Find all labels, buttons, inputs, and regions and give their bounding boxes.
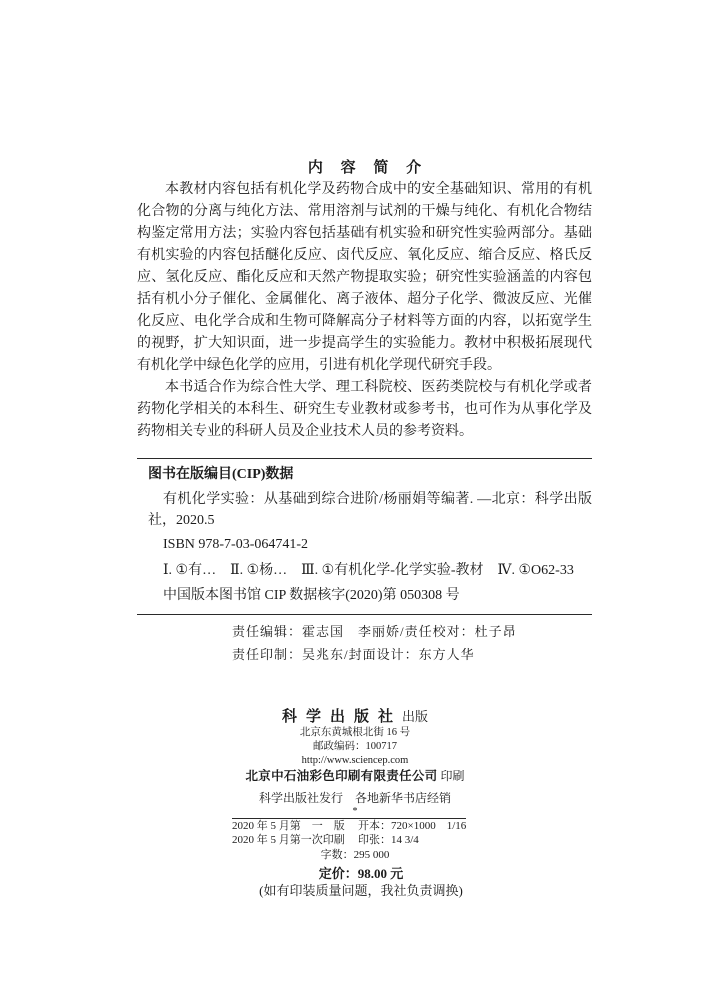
imprint-notice: (如有印装质量问题，我社负责调换) <box>259 883 463 898</box>
edition-date: 2020 年 5 月第 一 版 <box>232 820 345 832</box>
imprint-postcode: 邮政编码：100717 <box>313 741 397 752</box>
imprint-website: http://www.sciencep.com <box>301 755 409 766</box>
edition-date: 2020 年 5 月第一次印刷 <box>232 834 345 846</box>
imprint-printer <box>232 768 478 784</box>
credits-production: 责任印制：吴兆东/封面设计：东方人华 <box>232 647 475 662</box>
imprint-distribution: 科学出版社发行 各地新华书店经销 <box>258 791 451 805</box>
summary-paragraph-2 <box>137 377 592 443</box>
printer-name: 北京中石油彩色印刷有限责任公司 <box>245 769 438 783</box>
publisher-name: 科学出版社 <box>281 709 402 725</box>
summary-paragraph-line: 有机实验的内容包括醚化反应、卤代反应、氧化反应、缩合反应、格氏反 <box>137 248 592 263</box>
imprint-address: 北京东黄城根北街 16 号 <box>299 727 411 738</box>
summary-paragraph-line: 的视野，扩大知识面，进一步提高学生的实验能力。教材中积极拓展现代 <box>137 336 592 351</box>
cip-heading: 图书在版编目(CIP)数据 <box>148 467 294 482</box>
divider-rule <box>137 458 592 459</box>
cip-record-number: 中国版本图书馆 CIP 数据核字(2020)第 050308 号 <box>163 588 460 603</box>
credits-editors: 责任编辑：霍志国 李丽娇/责任校对：杜子昂 <box>232 624 517 639</box>
edition-row <box>232 833 482 847</box>
cip-isbn: ISBN 978-7-03-064741-2 <box>163 537 309 552</box>
edition-spec: 印张：14 3/4 <box>358 834 419 846</box>
summary-paragraph-line: 本教材内容包括有机化学及药物合成中的安全基础知识、常用的有机 <box>165 182 592 197</box>
summary-paragraph-line: 构鉴定常用方法；实验内容包括基础有机实验和研究性实验两部分。基础 <box>137 226 592 241</box>
summary-paragraph-line: 本书适合作为综合性大学、理工科院校、医药类院校与有机化学或者 <box>165 380 592 395</box>
summary-paragraph-line: 化反应、电化学合成和生物可降解高分子材料等方面的内容，以拓宽学生 <box>137 314 592 329</box>
imprint-word-count: 字数：295 000 <box>320 849 390 861</box>
summary-paragraph-line: 括有机小分子催化、金属催化、离子液体、超分子化学、微波反应、光催 <box>137 292 592 307</box>
summary-paragraph-line: 化合物的分离与纯化方法、常用溶剂与试剂的干燥与纯化、有机化合物结 <box>137 204 592 219</box>
summary-title: 内 容 简 介 <box>307 160 429 176</box>
cip-classification: Ⅰ. ①有… Ⅱ. ①杨… Ⅲ. ①有机化学-化学实验-教材 Ⅳ. ①O62-33 <box>163 563 574 578</box>
summary-paragraph-line: 有机化学中绿色化学的应用，引进有机化学现代研究手段。 <box>137 358 501 373</box>
summary-paragraph-line: 药物相关专业的科研人员及企业技术人员的参考资料。 <box>137 424 473 439</box>
cip-entry-line: 社，2020.5 <box>148 513 215 528</box>
printer-action: 印刷 <box>440 769 465 783</box>
imprint-price: 定价：98.00 元 <box>318 866 404 881</box>
divider-rule <box>137 614 592 615</box>
summary-paragraph-line: 药物化学相关的本科生、研究生专业教材或参考书，也可作为从事化学及 <box>137 402 592 417</box>
imprint-separator: * <box>352 806 358 817</box>
edition-spec: 开本：720×1000 1/16 <box>358 820 467 832</box>
summary-paragraph-1 <box>137 179 592 377</box>
edition-row <box>232 819 482 833</box>
cip-entry-line: 有机化学实验：从基础到综合进阶/杨丽娟等编著. —北京：科学出版 <box>163 492 592 507</box>
publisher-action: 出版 <box>402 709 429 724</box>
summary-paragraph-line: 应、氢化反应、酯化反应和天然产物提取实验；研究性实验涵盖的内容包 <box>137 270 592 285</box>
imprint-publisher <box>232 707 478 728</box>
